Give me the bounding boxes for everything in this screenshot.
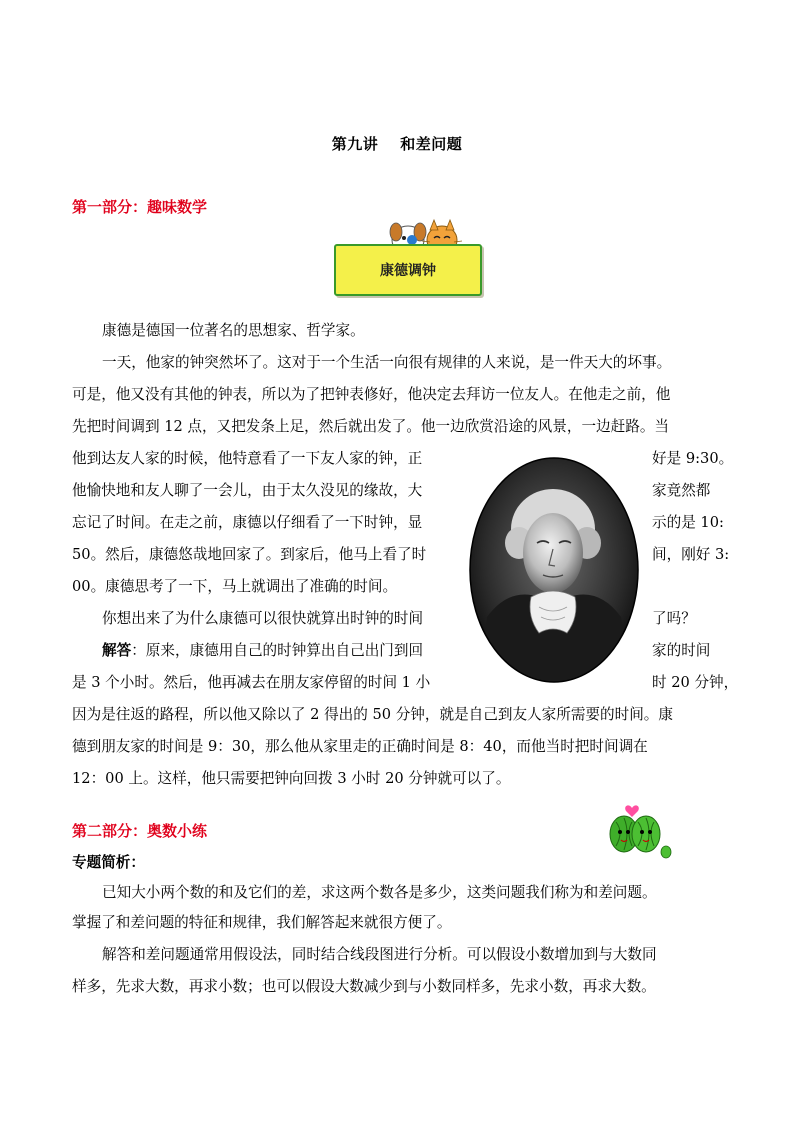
story-line-4: 先把时间调到 12 点，又把发条上足，然后就出发了。他一边欣赏沿途的风景，一边赶路。当 [72, 418, 670, 435]
part2-heading: 第二部分：奥数小练 [72, 822, 208, 840]
title-lecture: 第九讲 [331, 135, 379, 153]
part2-line-4: 样多，先求大数，再求小数；也可以假设大数减少到与小数同样多，先求小数，再求大数。 [72, 978, 656, 995]
part2-line-1: 已知大小两个数的和及它们的差，求这两个数各是多少，这类问题我们称为和差问题。 [102, 884, 657, 901]
answer-line-3: 因为是往返的路程，所以他又除以了 2 得出的 50 分钟，就是自己到友人家所需要的时间。康 [72, 706, 673, 723]
wrap-right-4: 间，刚好 3: [652, 546, 730, 563]
wrap-left-4: 50。然后，康德悠哉地回家了。到家后，他马上看了时 [72, 546, 427, 563]
kant-portrait [469, 457, 639, 683]
page-title [0, 133, 794, 154]
wrap-left-6: 你想出来了为什么康德可以很快就算出时钟的时间 [102, 610, 424, 627]
part2-subheading: 专题简析： [72, 854, 145, 871]
wrap-left-2: 他愉快地和友人聊了一会儿，由于太久没见的缘故，大 [72, 482, 423, 499]
story-title-banner [330, 218, 483, 296]
part2-line-3: 解答和差问题通常用假设法，同时结合线段图进行分析。可以假设小数增加到与大数同 [102, 946, 657, 963]
answer-line-4: 德到朋友家的时间是 9：30，那么他从家里走的正确时间是 8：40，而他当时把时间调在 [72, 738, 648, 755]
story-line-2: 一天，他家的钟突然坏了。这对于一个生活一向很有规律的人来说，是一件天大的坏事。 [102, 354, 672, 371]
answer-line-5: 12：00 上。这样，他只需要把钟向回拨 3 小时 20 分钟就可以了。 [72, 770, 511, 787]
answer-line-2: 是 3 个小时。然后，他再减去在朋友家停留的时间 1 小 [72, 674, 431, 691]
story-line-1: 康德是德国一位著名的思想家、哲学家。 [102, 322, 365, 339]
answer-text-1: ：原来，康德用自己的时钟算出自己出门到回 [131, 642, 424, 659]
wrap-left-3: 忘记了时间。在走之前，康德以仔细看了一下时钟，显 [72, 514, 423, 531]
title-topic: 和差问题 [400, 135, 463, 153]
wrap-left-1: 他到达友人家的时候，他特意看了一下友人家的钟，正 [72, 450, 423, 467]
answer-line-1 [102, 641, 423, 661]
wrap-right-3: 示的是 10: [652, 514, 724, 531]
part1-heading: 第一部分：趣味数学 [72, 198, 208, 216]
banner-board [334, 244, 482, 296]
wrap-right-2: 家竟然都 [652, 482, 711, 499]
part2-line-2: 掌握了和差问题的特征和规律，我们解答起来就很方便了。 [72, 914, 452, 931]
story-line-3: 可是，他又没有其他的钟表，所以为了把钟表修好，他决定去拜访一位友人。在他走之前，他 [72, 386, 671, 403]
answer-label: 解答 [102, 642, 132, 659]
answer-right-2: 时 20 分钟， [652, 674, 739, 691]
wrap-right-1: 好是 9:30。 [652, 450, 734, 467]
wrap-left-5: 00。康德思考了一下，马上就调出了准确的时间。 [72, 578, 398, 595]
banner-title: 康德调钟 [380, 263, 436, 279]
watermelon-mascots-icon [606, 800, 672, 862]
wrap-right-6: 了吗？ [652, 610, 696, 627]
answer-right-1: 家的时间 [652, 642, 711, 659]
